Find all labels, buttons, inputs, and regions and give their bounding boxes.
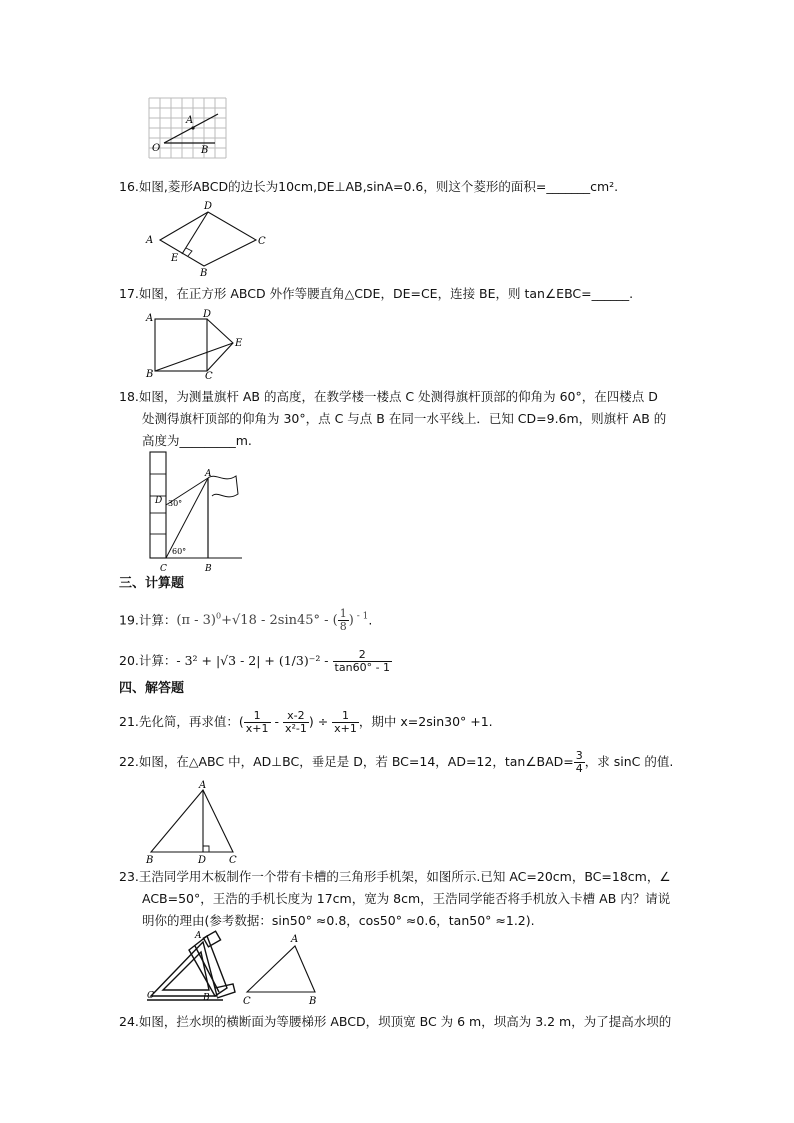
q19-close: ) [348,613,354,629]
triangle-cde [207,319,233,371]
flagpole-figure [146,450,250,574]
label-c-photo: C [147,991,154,1001]
q22-num: 3 [575,749,583,762]
right-angle-mark [186,248,192,256]
question-18-line3: 高度为_________m. [142,433,252,448]
q21-f2-den: x²-1 [284,722,307,735]
label-a-photo: A [195,931,202,941]
q19-minus: - ( [320,613,338,629]
label-o: O [152,143,161,154]
q20-label: 20.计算： [119,653,177,668]
angle-30: 30° [168,499,183,508]
label-e: E [235,338,243,349]
q22-tail: ，求 sinC 的值. [584,754,674,769]
sight-line-c [166,478,208,558]
q19-fraction [338,608,349,633]
question-24: 24.如图，拦水坝的横断面为等腰梯形 ABCD，坝顶宽 BC 为 6 m，坝高为 3.2 m，为了提高水坝的 [119,1014,672,1029]
q22-text: 22.如图，在△ABC 中，AD⊥BC，垂足是 D，若 BC=14，AD=12，tan∠BAD= [119,754,574,769]
q19-sqrt: √18 [232,613,257,629]
triangle-abc [151,790,233,852]
q19-end: . [368,612,373,628]
q21-fraction3 [332,710,359,735]
q19-expression [176,607,369,634]
question-23-line1: 23.王浩同学用木板制作一个带有卡槽的三角形手机架，如图所示.已知 AC=20cm，BC=18cm，∠ [119,869,671,884]
q20-num: 2 [333,649,392,662]
q21-fraction1 [244,710,271,735]
right-angle-mark [203,846,209,852]
section-answer-heading: 四、解答题 [119,681,185,696]
label-b: B [309,996,317,1004]
question-16: 16.如图,菱形ABCD的边长为10cm,DE⊥AB,sinA=0.6，则这个菱形的面积=_______cm². [119,179,619,194]
q21-div: ) ÷ [308,714,333,729]
q21-fraction2 [283,710,309,735]
label-d: D [204,201,213,212]
label-b: B [146,369,154,379]
question-19 [119,606,372,633]
square-abcd [155,319,207,371]
grid-lines [149,98,226,158]
phone-holder-figure [145,928,325,1004]
label-c: C [229,855,237,866]
label-a: A [146,313,154,324]
q21-f1-num: 1 [244,710,271,723]
q19-num: 1 [339,607,347,621]
label-d: D [198,855,207,866]
triangle-abc [247,946,315,992]
triangle-altitude-figure [143,780,247,866]
q22-den: 4 [575,762,583,775]
label-d: D [203,309,212,320]
label-a: A [146,235,154,246]
q22-fraction [574,750,585,775]
q19-label: 19.计算： [119,612,177,628]
q21-f3-den: x+1 [334,722,357,735]
label-c: C [160,564,167,574]
question-18-line2: 处测得旗杆顶部的仰角为 30°，点 C 与点 B 在同一水平线上．已知 CD=9.6m，则旗杆 AB 的 [142,411,667,426]
question-20 [119,649,392,674]
label-a: A [186,115,194,126]
q20-den: tan60° - 1 [334,661,391,674]
label-e: E [171,253,179,264]
label-b: B [201,145,209,156]
label-b: B [200,268,208,278]
label-c: C [258,236,266,247]
question-21 [119,708,493,736]
grid-figure [146,96,230,160]
label-a: A [199,780,207,791]
rhombus-figure [140,198,270,278]
label-c: C [243,996,251,1004]
segment-be [155,343,233,371]
q20-expression: - 3² + |√3 - 2| + (1/3)⁻² - [176,653,329,668]
label-b: B [146,855,154,866]
square-figure [143,307,253,379]
question-23-line2: ACB=50°，王浩的手机长度为 17cm，宽为 8cm，王浩同学能否将手机放入卡槽 AB 内？请说 [142,891,671,906]
label-b: B [205,564,212,574]
label-c: C [205,371,213,379]
q19-sin: - 2sin45° [256,613,321,629]
label-a: A [291,934,299,945]
question-18-line1: 18.如图，为测量旗杆 AB 的高度，在教学楼一楼点 C 处测得旗杆顶部的仰角为 60°，在四楼点 D [119,389,658,404]
question-17: 17.如图，在正方形 ABCD 外作等腰直角△CDE，DE=CE，连接 BE，则 tan∠EBC=______. [119,286,634,301]
q20-fraction [333,649,392,674]
section-calculation-heading: 三、计算题 [119,576,185,591]
q21-f1-den: x+1 [245,722,269,735]
label-a: A [205,469,212,479]
q19-pi-term: (π - 3) [176,613,217,629]
phone-holder-drawing [147,931,235,1000]
q19-exp0: 0 [216,612,222,621]
question-22 [119,748,673,776]
q21-minus: - [270,714,283,729]
label-b-photo: B [203,993,210,1003]
label-d: D [155,496,163,506]
point-a [191,126,194,129]
segment-de [182,212,208,254]
q19-exp: - 1 [353,612,369,622]
question-23-line3: 明你的理由(参考数据：sin50° ≈0.8，cos50° ≈0.6，tan50° ≈1.2). [142,913,535,928]
q19-den: 8 [339,620,347,634]
flag [208,476,238,497]
q21-tail: ，期中 x=2sin30° +1. [358,714,493,729]
q21-f3-num: 1 [332,710,359,723]
q21-label: 21.先化简，再求值：( [119,714,244,729]
angle-60: 60° [172,547,187,556]
q21-f2-num: x-2 [283,710,309,723]
q19-plus: + [221,613,233,629]
